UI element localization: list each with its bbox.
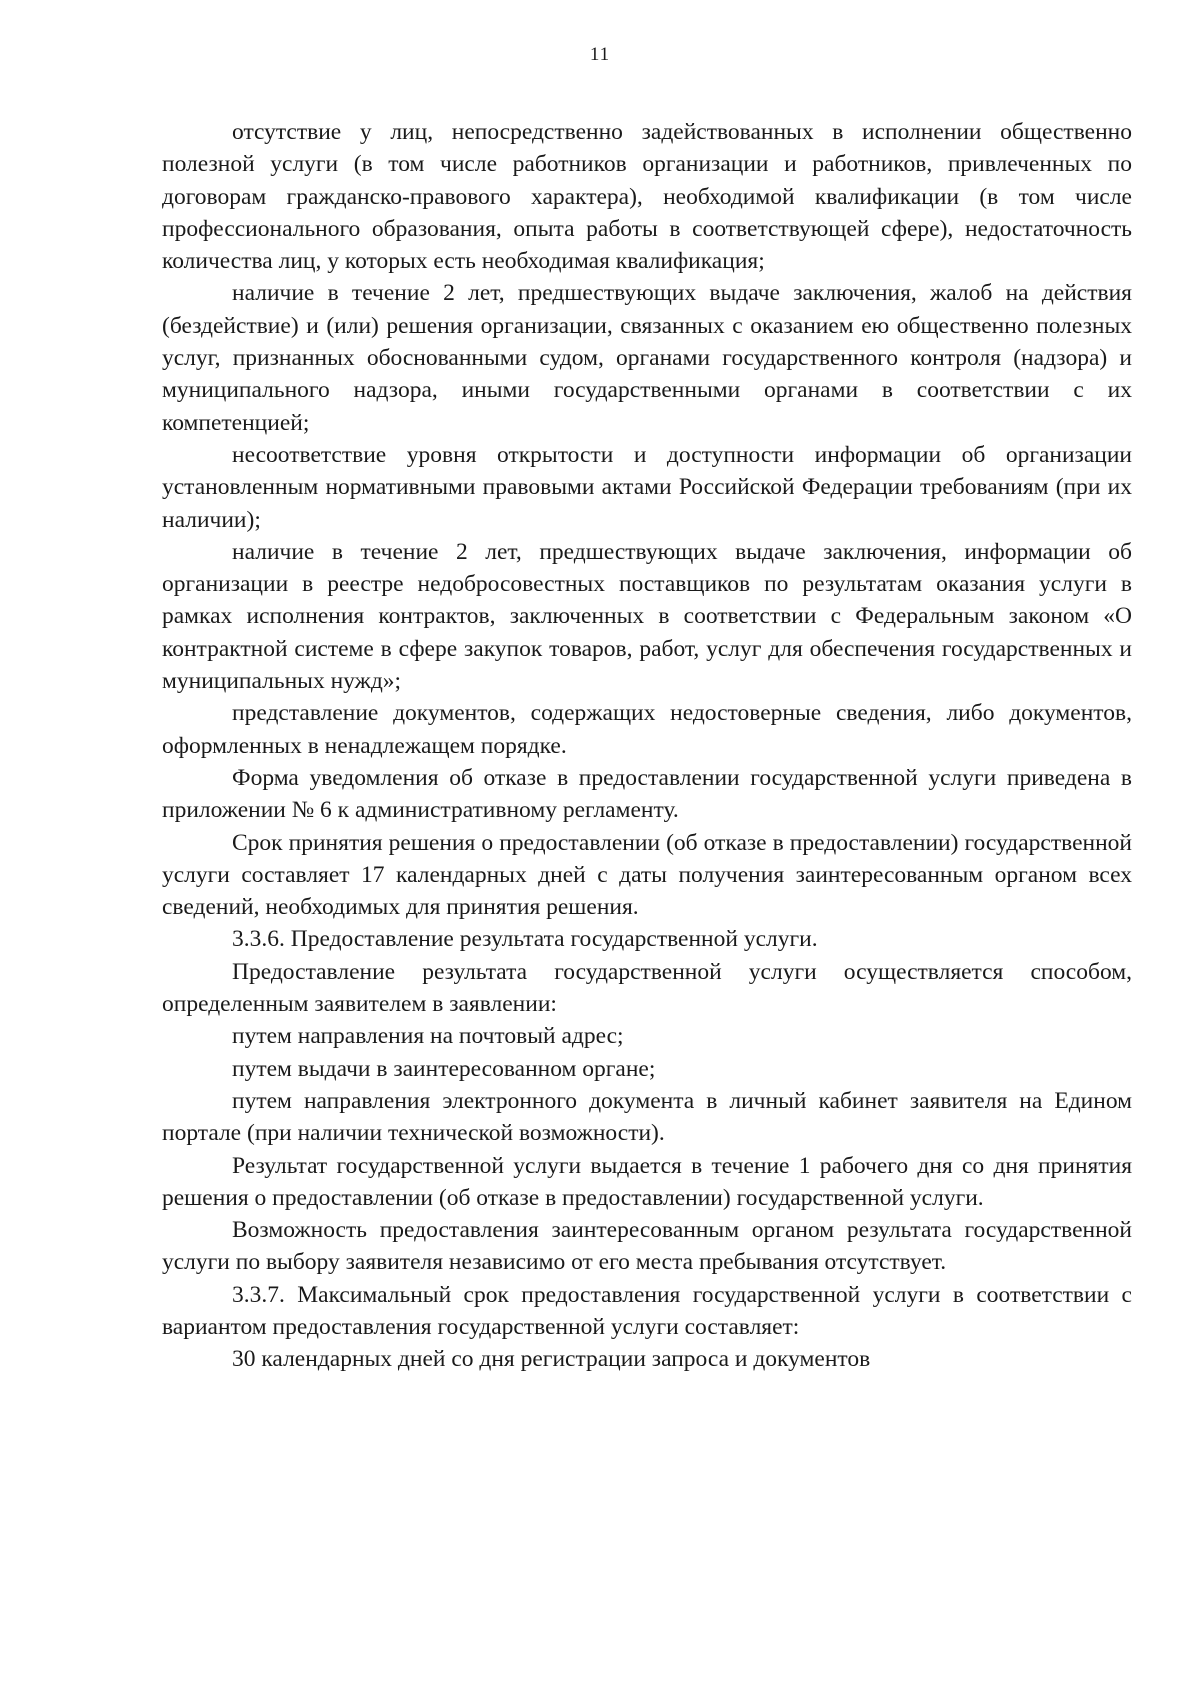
paragraph-electronic-cabinet: путем направления электронного документа в личный кабинет заявителя на Едином портале (при наличии технической возможности).: [162, 1087, 1132, 1147]
document-body: [162, 116, 1132, 1376]
paragraph-lack-of-qualification: отсутствие у лиц, непосредственно задействованных в исполнении общественно полезной услуги (в том числе работников организации и работников, привлеченных по договорам гражданско-правового характера), необходимой квалификации (в том числе профессионального образования, опыта работы в соответствующей сфере), недостаточность количества лиц, у которых есть необходимая квалификация;: [162, 119, 1132, 275]
paragraph-openness-mismatch: несоответствие уровня открытости и доступности информации об организации установленным нормативными правовыми актами Российской Федерации требованиям (при их наличии);: [162, 441, 1132, 533]
paragraph-postal-address: путем направления на почтовый адрес;: [232, 1023, 624, 1050]
section-heading-3-3-7: 3.3.7. Максимальный срок предоставления государственной услуги в соответствии с вариантом предоставления государственной услуги составляет:: [162, 1281, 1132, 1340]
paragraph-result-issue-term: Результат государственной услуги выдается в течение 1 рабочего дня со дня принятия решения о предоставлении (об отказе в предоставлении) государственной услуги.: [162, 1152, 1132, 1211]
paragraph-unfair-suppliers-registry: наличие в течение 2 лет, предшествующих выдаче заключения, информации об организации в реестре недобросовестных поставщиков по результатам оказания услуги в рамках исполнения контрактов, заключенных в соответствии с Федеральным законом «О контрактной системе в сфере закупок товаров, работ, услуг для обеспечения государственных и муниципальных нужд»;: [162, 538, 1132, 695]
paragraph-complaints: наличие в течение 2 лет, предшествующих выдаче заключения, жалоб на действия (бездействие) и (или) решения организации, связанных с оказанием ею общественно полезных услуг, признанных обоснованными судом, органами государственного контроля (надзора) и муниципального надзора, иными государственными органами в соответствии с их компетенцией;: [162, 280, 1132, 436]
paragraph-in-person: путем выдачи в заинтересованном органе;: [232, 1055, 656, 1082]
paragraph-decision-term: Срок принятия решения о предоставлении (об отказе в предоставлении) государственной услуги составляет 17 календарных дней с даты получения заинтересованным органом всех сведений, необходимых для принятия решения.: [162, 829, 1132, 921]
paragraph-refusal-form: Форма уведомления об отказе в предоставлении государственной услуги приведена в приложении № 6 к административному регламенту.: [162, 764, 1132, 824]
paragraph-max-term: 30 календарных дней со дня регистрации запроса и документов: [232, 1346, 871, 1373]
page-number: 11: [589, 44, 611, 65]
paragraph-extraterritorial: Возможность предоставления заинтересованным органом результата государственной услуги по выбору заявителя независимо от его места пребывания отсутствует.: [162, 1217, 1132, 1276]
section-heading-3-3-6: 3.3.6. Предоставление результата государственной услуги.: [232, 926, 818, 953]
paragraph-result-delivery-method: Предоставление результата государственной услуги осуществляется способом, определенным заявителем в заявлении:: [162, 958, 1132, 1018]
paragraph-invalid-documents: представление документов, содержащих недостоверные сведения, либо документов, оформленных в ненадлежащем порядке.: [162, 700, 1132, 759]
